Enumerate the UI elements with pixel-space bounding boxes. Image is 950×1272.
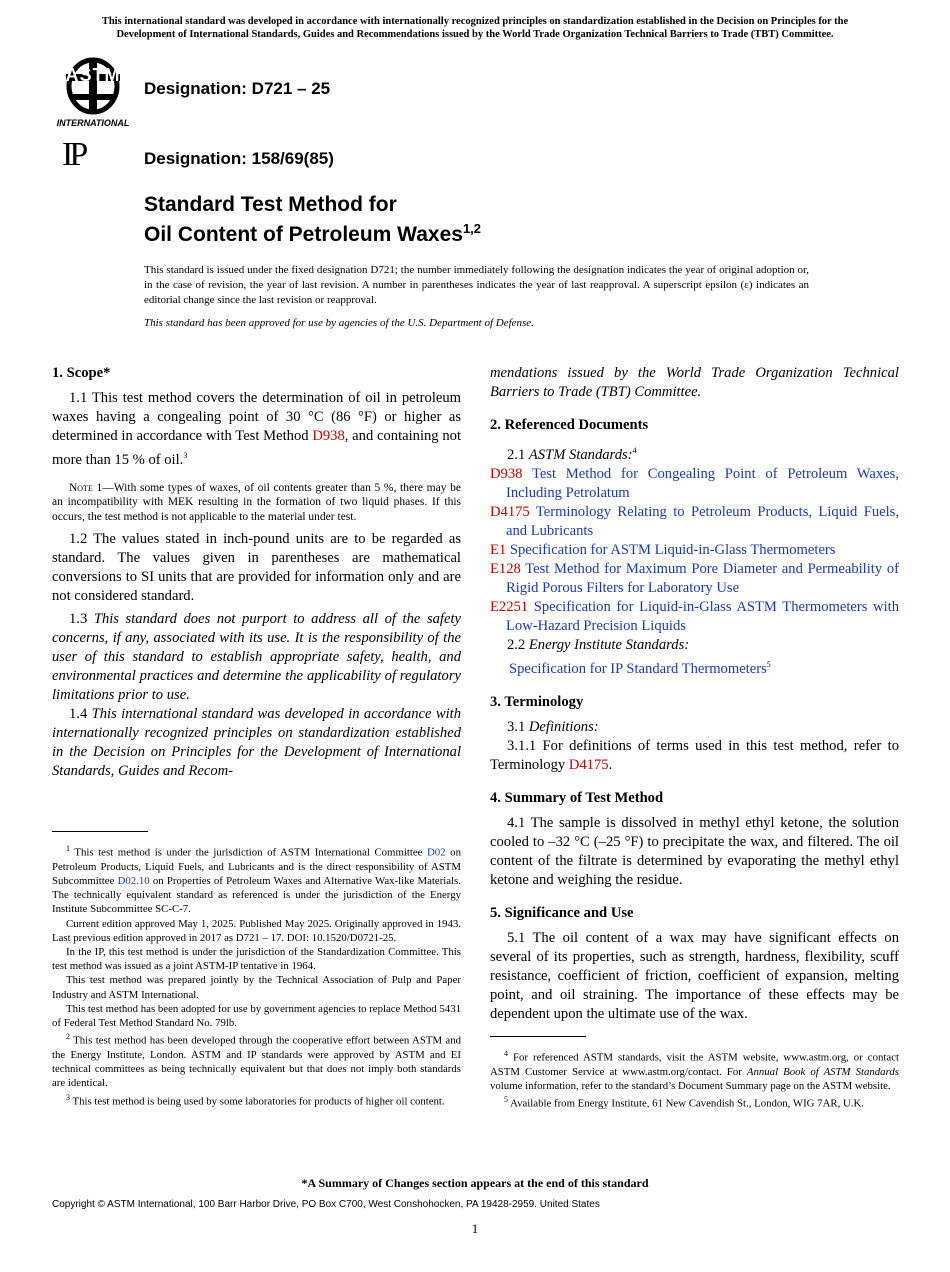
astm-reference-list	[490, 465, 899, 636]
footnotes-right	[490, 1047, 899, 1111]
para-1-4-continued: mendations issued by the World Trade Organization Technical Barriers to Trade (TBT) Committee.	[490, 365, 899, 400]
standardization-notice	[40, 15, 910, 41]
section-2-1: 2.1 ASTM Standards:$^4$	[507, 446, 637, 463]
dod-approval-note: This standard has been approved for use by agencies of the U.S. Department of Defense.	[144, 317, 534, 329]
footnote-1-adopted: This test method has been adopted for use by government agencies to replace Method 5431 of Federal Test Method Standard No. 79lb.	[52, 1002, 461, 1030]
reference-e128[interactable]: E128 Test Method for Maximum Pore Diameter and Permeability of Rigid Porous Filters for Laboratory Use	[490, 560, 899, 596]
reference-d4175[interactable]: D4175 Terminology Relating to Petroleum Products, Liquid Fuels, and Lubricants	[490, 503, 899, 539]
para-1-4: 1.4 This international standard was developed in accordance with internationally recognized principles on standardization established in the Decision on Principles for the Development of International Standards, Guides and Recom-	[52, 706, 462, 780]
title-line-1: Standard Test Method for	[144, 193, 397, 216]
section-3-1-1: 3.1.1 For definitions of terms used in this test method, refer to Terminology D4175.	[490, 737, 899, 773]
referenced-documents-heading: 2. Referenced Documents	[490, 417, 649, 433]
link-d4175[interactable]: D4175	[568, 756, 609, 773]
section-5-1: 5.1 The oil content of a wax may have significant effects on several of its properties, such as strength, hardness, flexibility, scuff resistance, coefficient of friction, coefficient of expansion, melting point, and oil straining. The importance of these effects may be dependent upon the ultimate use of the wax.	[490, 929, 899, 1022]
astm-logo	[52, 56, 134, 132]
footnote-1-ip: In the IP, this test method is under the jurisdiction of the Standardization Committee. This test method was issued as a joint ASTM-IP tentative in 1964.	[52, 946, 461, 973]
reference-e2251[interactable]: E2251 Specification for Liquid-in-Glass ASTM Thermometers with Low-Hazard Precision Liquids	[490, 598, 899, 634]
terminology-heading: 3. Terminology	[490, 693, 584, 710]
section-4-1: 4.1 The sample is dissolved in methyl ethyl ketone, the solution cooled to –32 °C (–25 °F) to precipitate the wax, and filtered. The oil content of the filtrate is determined by evaporating the methyl ethyl ketone and weighing the residue.	[490, 814, 899, 888]
para-1-2: 1.2 The values stated in inch-pound units are to be regarded as standard. The values given in parentheses are mathematical conversions to SI units that are provided for information only and are not considered standard.	[52, 531, 461, 605]
document-title	[144, 193, 481, 247]
para-1-3: 1.3 This standard does not purport to address all of the safety concerns, if any, associated with its use. It is the responsibility of the user of this standard to establish appropriate safety, health, and environmental practices and determine the applicability of regulatory limitations prior to use.	[52, 611, 461, 704]
notice-line-1: This international standard was developed in accordance with internationally recognized principles on standardization established in the Decision on Principles for the	[101, 16, 849, 27]
footnotes-left	[52, 842, 461, 1108]
footnote-rule-left	[52, 831, 148, 832]
astm-logo-text: ASTM	[65, 65, 121, 85]
footnote-1-edition: Current edition approved May 1, 2025. Published May 2025. Originally approved in 1943. Last previous edition approved in 2017 as D721 – 17. DOI: 10.1520/D0721-25.	[52, 917, 461, 944]
section-3-1: 3.1 Definitions:	[507, 718, 599, 735]
significance-heading: 5. Significance and Use	[490, 904, 634, 921]
standard-issue-note: This standard is issued under the fixed designation D721; the number immediately following the designation indicates the year of original adoption or, in the case of revision, the year of last revision. A number in parentheses indicates the year of last reapproval. A superscript epsilon (ε) indicates an editorial change since the last revision or reapproval.	[144, 264, 809, 306]
title-line-2: Oil Content of Petroleum Waxes$^{1,2}$	[144, 221, 482, 246]
copyright-line: Copyright © ASTM International, 100 Barr Harbor Drive, PO Box C700, West Conshohocken, PA 19428-2959. United States	[52, 1199, 600, 1210]
footnote-3: $^3$ This test method is being used by some laboratories for products of higher oil content.	[66, 1092, 445, 1108]
section-2-2: 2.2 Energy Institute Standards:	[507, 636, 690, 653]
notice-line-2: Development of International Standards, Guides and Recommendations issued by the World Trade Organization Technical Barriers to Trade (TBT) Committee.	[116, 29, 834, 40]
link-d938[interactable]: D938	[312, 428, 345, 444]
reference-ip-thermometers[interactable]: Specification for IP Standard Thermometers$^5$	[509, 659, 771, 677]
footnote-4: $^4$ For referenced ASTM standards, visit the ASTM website, www.astm.org, or contact ASTM Customer Service at www.astm.org/contact. For Annual Book of ASTM Standards volume information, refer to the standard’s Document Summary page on the ASTM website.	[490, 1049, 899, 1092]
link-d02-10[interactable]: D02.10	[117, 875, 150, 887]
designation-astm: Designation: D721 – 25	[144, 79, 331, 98]
left-column	[52, 364, 461, 781]
link-d02[interactable]: D02	[427, 846, 446, 859]
footnote-rule-right	[490, 1036, 586, 1037]
para-1-1: 1.1 This test method covers the determination of oil in petroleum waxes having a congealing point of 30 °C (86 °F) or higher as determined in accordance with Test Method D938, and containing not more than 15 % of oil.$^3$	[52, 390, 461, 468]
footnote-5: $^5$ Available from Energy Institute, 61 New Cavendish St., London, WIG 7AR, U.K.	[504, 1095, 864, 1110]
footnote-1-prepared: This test method was prepared jointly by the Technical Association of Pulp and Paper Industry and ASTM International.	[52, 974, 461, 1001]
right-column	[490, 364, 899, 1024]
title-footnote-ref: 1,2	[462, 221, 482, 236]
reference-e1[interactable]: E1 Specification for ASTM Liquid-in-Glass Thermometers	[490, 541, 836, 558]
designation-ip: Designation: 158/69(85)	[144, 149, 334, 168]
summary-of-changes-note: *A Summary of Changes section appears at the end of this standard	[301, 1176, 649, 1190]
scope-heading: 1. Scope*	[52, 365, 111, 381]
astm-logo-subtext: INTERNATIONAL	[56, 118, 130, 128]
note-1: Note 1—With some types of waxes, of oil contents greater than 5 %, there may be an incompatibility with MEK resulting in the formation of two liquid phases. If this occurs, the test method is not applicable to the material under test.	[52, 481, 461, 523]
reference-d938[interactable]: D938 Test Method for Congealing Point of Petroleum Waxes, Including Petrolatum	[490, 465, 899, 501]
summary-heading: 4. Summary of Test Method	[490, 789, 664, 806]
footnote-1: $^1$ This test method is under the jurisdiction of ASTM International Committee D02 on Petroleum Products, Liquid Fuels, and Lubricants and is the direct responsibility of ASTM Subcommittee D02.10 on Properties of Petroleum Waxes and Alternative Wax-like Materials. The technically equivalent standard as referenced is under the jurisdiction of the Energy Institute Subcommittee SC-C-7.	[52, 844, 461, 916]
footnote-2: $^2$ This test method has been developed through the cooperative effort between ASTM and the Energy Institute, London. ASTM and IP standards were approved by ASTM and EI technical committees as being technically equivalent but that does not imply both standards are identical.	[52, 1032, 462, 1090]
ip-logo: IP	[62, 136, 85, 173]
page-number: 1	[471, 1221, 479, 1236]
